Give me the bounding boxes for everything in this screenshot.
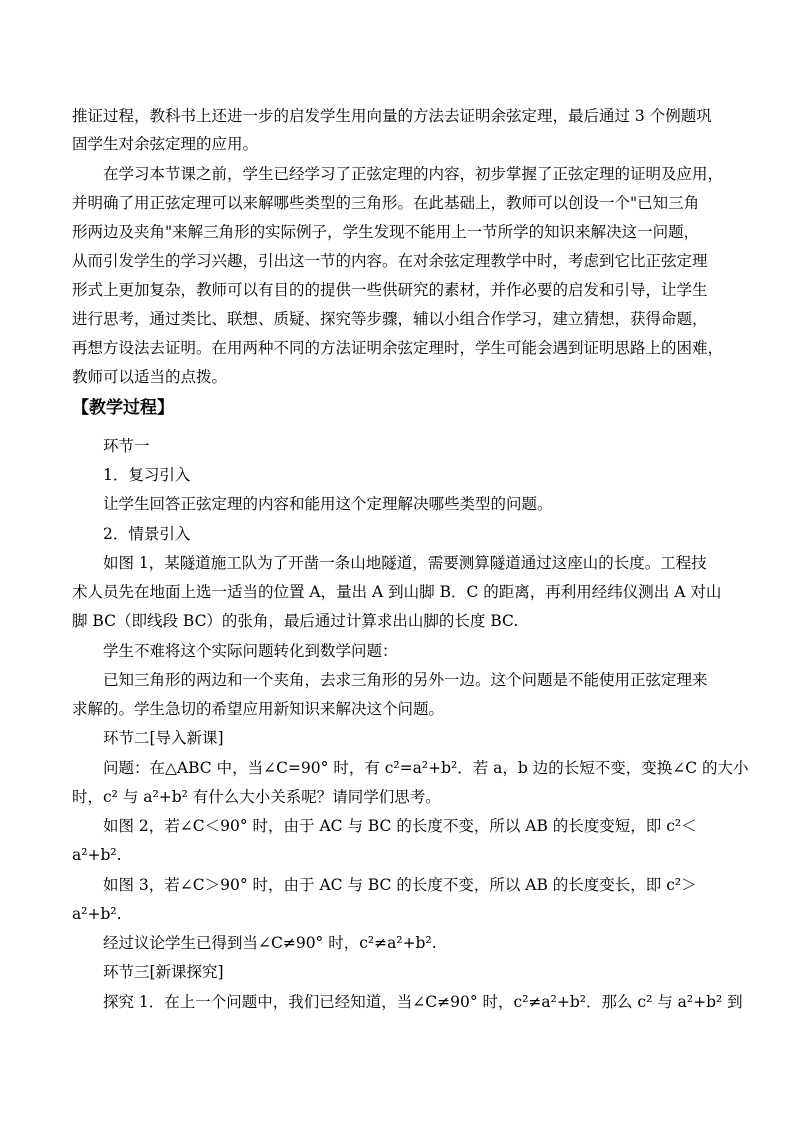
section-heading: 【教学过程】 <box>72 398 174 418</box>
text-line: 问题：在△ABC 中，当∠C=90° 时，有 c²=a²+b²．若 a，b 边的长短不变，变换∠C 的大小 <box>103 759 749 777</box>
text-line: 环节三[新课探究] <box>103 963 224 981</box>
text-line: 如图 2，若∠C＜90° 时，由于 AC 与 BC 的长度不变，所以 AB 的长度变短，即 c²＜ <box>103 817 697 835</box>
text-line: 从而引发学生的学习兴趣，引出这一节的内容。在对余弦定理教学中时，考虑到它比正弦定理 <box>72 252 708 270</box>
text-line: 求解的。学生急切的希望应用新知识来解决这个问题。 <box>72 700 445 718</box>
text-line: 并明确了用正弦定理可以来解哪些类型的三角形。在此基础上，教师可以创设一个"已知三角 <box>72 194 700 212</box>
text-line: 术人员先在地面上选一适当的位置 A，量出 A 到山脚 B．C 的距离，再利用经纬仪测出 A 对山 <box>72 583 722 601</box>
text-line: 1．复习引入 <box>103 466 191 484</box>
text-line: 形两边及夹角"来解三角形的实际例子，学生发现不能用上一节所学的知识来解决这一问题， <box>72 223 700 241</box>
text-line: 已知三角形的两边和一个夹角，去求三角形的另外一边。这个问题是不能使用正弦定理来 <box>103 671 708 689</box>
text-line: 环节一 <box>103 437 150 455</box>
text-line: 推证过程，教科书上还进一步的启发学生用向量的方法去证明余弦定理，最后通过 3 个例题巩 <box>72 107 712 125</box>
text-line: a²+b². <box>72 905 122 923</box>
text-line: 环节二[导入新课] <box>103 729 224 747</box>
text-line: 固学生对余弦定理的应用。 <box>72 135 259 153</box>
text-line: 形式上更加复杂，教师可以有目的的提供一些供研究的素材，并作必要的启发和引导，让学生 <box>72 281 708 299</box>
text-line: 进行思考，通过类比、联想、质疑、探究等步骤，辅以小组合作学习，建立猜想，获得命题， <box>72 310 708 328</box>
text-line: 时，c² 与 a²+b² 有什么大小关系呢？请同学们思考。 <box>72 788 441 806</box>
text-line: a²+b². <box>72 846 122 864</box>
text-line: 脚 BC（即线段 BC）的张角，最后通过计算求出山脚的长度 BC. <box>72 612 519 630</box>
text-line: 教师可以适当的点拨。 <box>72 368 228 386</box>
text-line: 经过议论学生已得到当∠C≠90° 时，c²≠a²+b². <box>103 934 437 952</box>
text-line: 在学习本节课之前，学生已经学习了正弦定理的内容，初步掌握了正弦定理的证明及应用， <box>103 165 724 183</box>
text-line: 探究 1．在上一个问题中，我们已经知道，当∠C≠90° 时，c²≠a²+b²．那么 c² 与 a²+b² 到 <box>103 993 743 1011</box>
text-line: 2．情景引入 <box>103 525 191 543</box>
text-line: 再想方设法去证明。在用两种不同的方法证明余弦定理时，学生可能会遇到证明思路上的困难， <box>72 339 724 357</box>
text-line: 如图 3，若∠C＞90° 时，由于 AC 与 BC 的长度不变，所以 AB 的长度变长，即 c²＞ <box>103 876 697 894</box>
text-line: 如图 1，某隧道施工队为了开凿一条山地隧道，需要测算隧道通过这座山的长度。工程技 <box>103 554 707 572</box>
text-line: 学生不难将这个实际问题转化到数学问题： <box>103 642 398 660</box>
text-line: 让学生回答正弦定理的内容和能用这个定理解决哪些类型的问题。 <box>103 495 553 513</box>
